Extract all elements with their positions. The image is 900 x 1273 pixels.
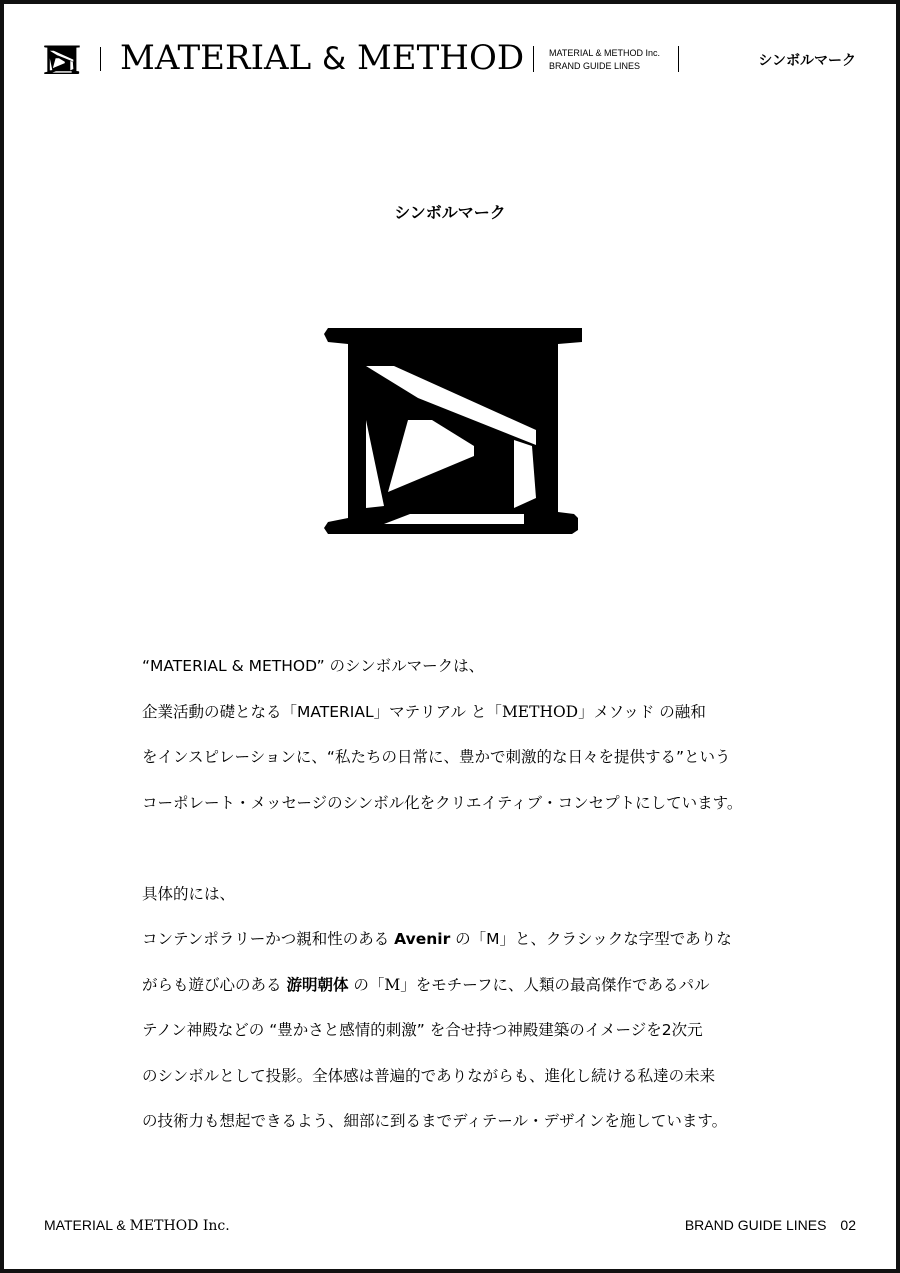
serif-m: M [384,975,401,994]
body-line: テノン神殿などの “豊かさと感情的刺激” を合せ持つ神殿建築のイメージを2次元 [142,1021,703,1039]
header-company-block [549,47,660,73]
body-line: のシンボルとして投影。全体感は普遍的でありながらも、進化し続ける私達の未来 [142,1066,716,1085]
header-divider [678,46,679,72]
text-run: 」メソッド の融和 [578,702,706,721]
page-title: シンボルマーク [394,203,506,222]
text-run: コンテンポラリーかつ親和性のある [142,930,395,948]
text-run: 企業活動の礎となる「MATERIAL」マテリアル と「 [142,702,502,721]
text-run: がらも遊び心のある [142,975,287,994]
text-run: の「M」と、クラシックな字型でありな [450,930,732,948]
wordmark-material: MATERIAL [120,38,312,78]
body-line: をインスピレーションに、“私たちの日常に、豊かで刺激的な日々を提供する”という [142,748,731,766]
wordmark-ampersand: & [321,41,347,77]
body-line: コーポレート・メッセージのシンボル化をクリエイティブ・コンセプトにしています。 [142,793,743,812]
header-section-label: シンボルマーク [758,53,856,69]
header-guide-name: BRAND GUIDE LINES [549,61,641,71]
mm-symbol-mark [324,328,584,538]
mm-symbol-icon [44,44,80,76]
body-line [142,917,782,963]
text-run: & [112,1217,130,1233]
text-run: Inc. [198,1218,230,1234]
symbol-description [142,644,782,1145]
body-line: 具体的には、 [142,884,236,903]
text-run: METHOD [129,1218,199,1234]
font-name-avenir: Avenir [394,930,451,948]
paragraph-gap [142,826,782,872]
header-divider [533,46,534,72]
body-line [142,644,782,690]
font-name-yumincho: 游明朝体 [286,975,349,994]
brand-quote: “MATERIAL & METHOD” [142,657,325,675]
text-run: MATERIAL [44,1217,113,1233]
footer-guide-label: BRAND GUIDE LINES [684,1217,827,1233]
header-wordmark [120,38,524,79]
header-company-name: MATERIAL & METHOD Inc. [549,48,661,58]
footer-company [44,1217,230,1234]
page-header [4,4,896,114]
header-divider [100,47,101,71]
text-run: の「 [348,975,385,994]
wordmark-method: METHOD [356,38,525,78]
body-line: の技術力も想起できるよう、細部に到るまでディテール・デザインを施しています。 [142,1112,728,1130]
method-serif-word: METHOD [501,702,579,721]
page-number: 02 [840,1217,856,1233]
text-run: のシンボルマークは、 [324,657,485,675]
body-line [142,690,782,736]
footer-guide [685,1217,856,1233]
body-line [142,963,782,1009]
text-run: 」をモチーフに、人類の最高傑作であるパル [400,975,710,994]
